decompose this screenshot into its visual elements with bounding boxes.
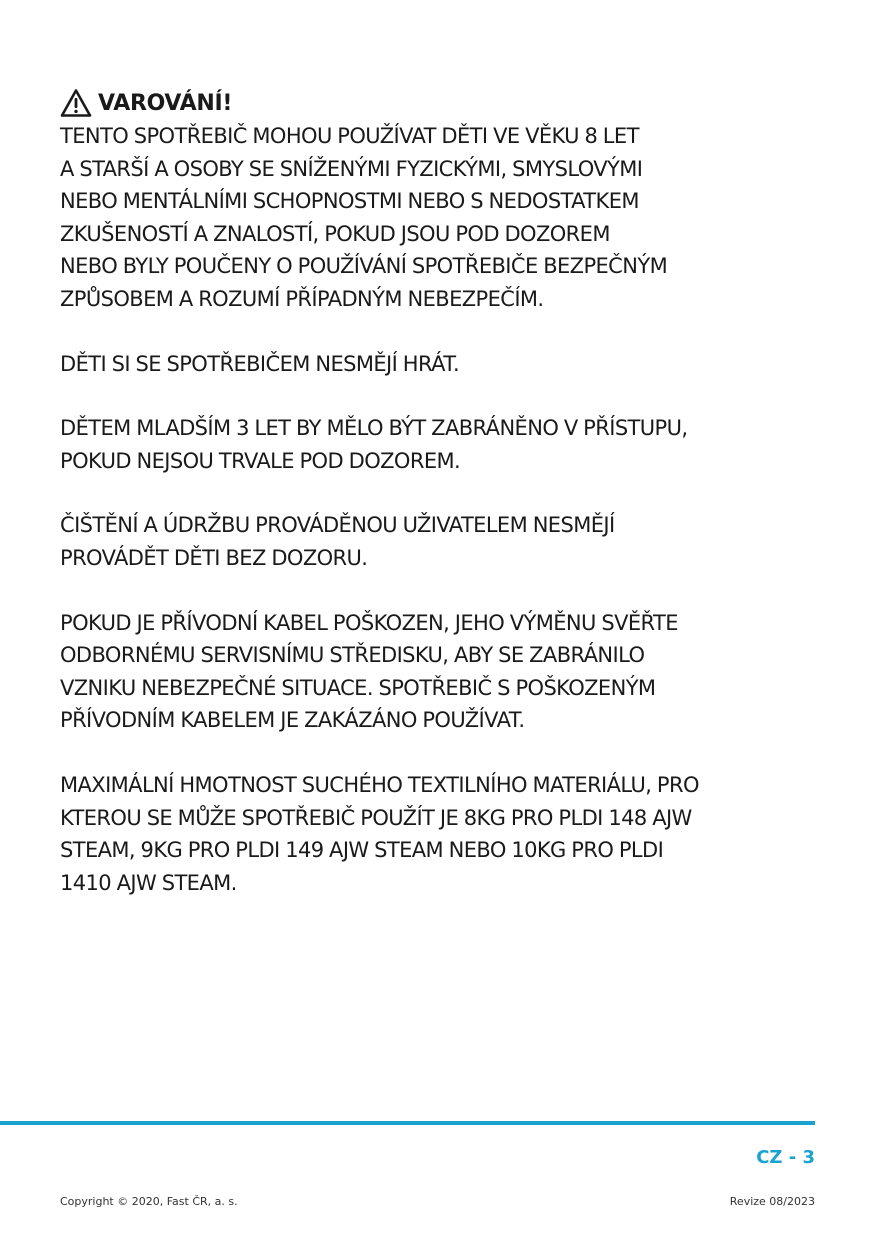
copyright-notice: Copyright © 2020, Fast ČR, a. s. — [60, 1195, 238, 1208]
page-number: CZ - 3 — [756, 1147, 815, 1168]
text-line: PROVÁDĚT DĚTI BEZ DOZORU. — [60, 545, 368, 570]
text-line: TENTO SPOTŘEBIČ MOHOU POUŽÍVAT DĚTI VE VĚKU 8 LET — [60, 124, 639, 148]
text-line: VZNIKU NEBEZPEČNÉ SITUACE. SPOTŘEBIČ S POŠKOZENÝM — [60, 675, 656, 700]
text-line: DĚTI SI SE SPOTŘEBIČEM NESMĚJÍ HRÁT. — [60, 351, 460, 376]
text-line: MAXIMÁLNÍ HMOTNOST SUCHÉHO TEXTILNÍHO MATERIÁLU, PRO — [60, 772, 699, 797]
text-line: ZKUŠENOSTÍ A ZNALOSTÍ, POKUD JSOU POD DOZOREM — [60, 221, 610, 246]
warning-triangle-icon — [60, 88, 92, 118]
text-line: ZPŮSOBEM A ROZUMÍ PŘÍPADNÝM NEBEZPEČÍM. — [60, 286, 544, 311]
text-line: 1410 AJW STEAM. — [60, 870, 237, 895]
text-line: ČIŠTĚNÍ A ÚDRŽBU PROVÁDĚNOU UŽIVATELEM NESMĚJÍ — [60, 513, 615, 538]
text-line: PŘÍVODNÍM KABELEM JE ZAKÁZÁNO POUŽÍVAT. — [60, 708, 525, 733]
paragraph-power-cable — [60, 607, 830, 737]
paragraph-usage-persons — [60, 120, 830, 316]
paragraph-children-under-3 — [60, 412, 830, 477]
text-line: ODBORNÉMU SERVISNÍMU STŘEDISKU, ABY SE ZABRÁNILO — [60, 643, 645, 668]
text-line: STEAM, 9KG PRO PLDI 149 AJW STEAM NEBO 10KG PRO PLDI — [60, 838, 664, 863]
paragraph-max-load — [60, 769, 830, 899]
text-line: NEBO BYLY POUČENY O POUŽÍVÁNÍ SPOTŘEBIČE BEZPEČNÝM — [60, 254, 668, 279]
text-line: POKUD NEJSOU TRVALE POD DOZOREM. — [60, 448, 461, 473]
paragraph-cleaning — [60, 509, 830, 574]
text-line: DĚTEM MLADŠÍM 3 LET BY MĚLO BÝT ZABRÁNĚNO V PŘÍSTUPU, — [60, 416, 688, 441]
revision-label: Revize 08/2023 — [729, 1195, 815, 1208]
footer-divider — [0, 1121, 815, 1125]
text-line: POKUD JE PŘÍVODNÍ KABEL POŠKOZEN, JEHO VÝMĚNU SVĚŘTE — [60, 610, 678, 635]
warning-heading — [60, 86, 830, 120]
paragraph-children-play — [60, 348, 830, 381]
text-line: KTEROU SE MŮŽE SPOTŘEBIČ POUŽÍT JE 8KG PRO PLDI 148 AJW — [60, 805, 692, 830]
text-line: NEBO MENTÁLNÍMI SCHOPNOSTMI NEBO S NEDOSTATKEM — [60, 189, 639, 214]
warning-title: VAROVÁNÍ! — [98, 90, 233, 116]
document-body — [60, 86, 830, 899]
text-line: A STARŠÍ A OSOBY SE SNÍŽENÝMI FYZICKÝMI, SMYSLOVÝMI — [60, 156, 643, 181]
